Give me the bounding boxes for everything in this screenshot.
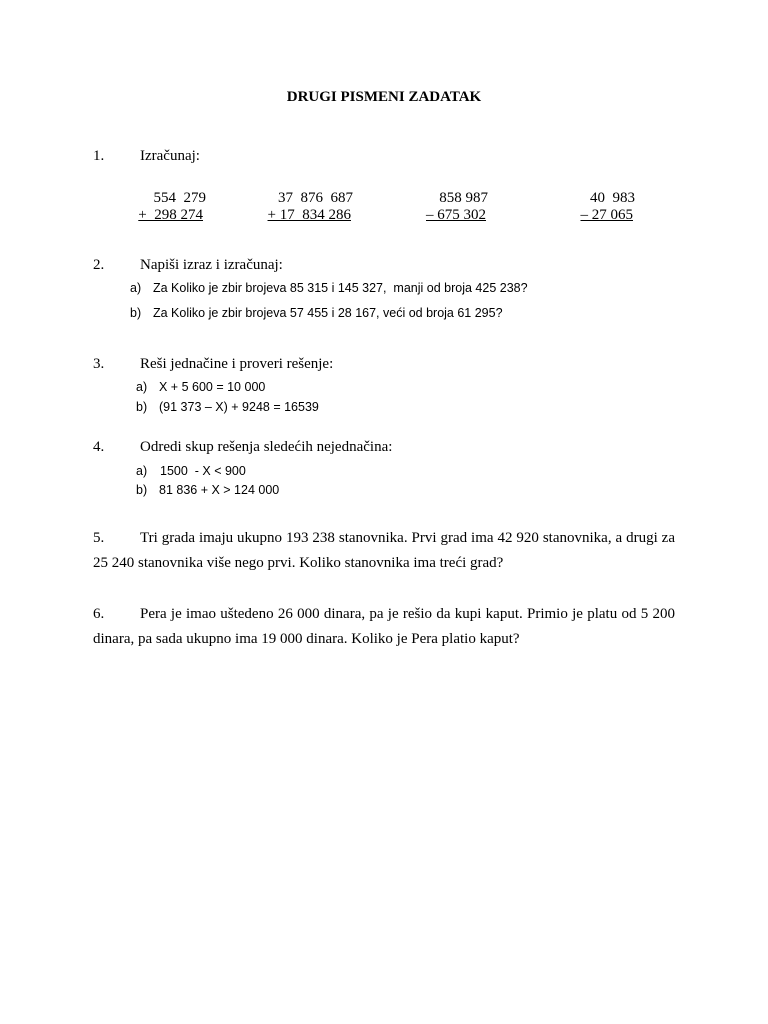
task-4-item-b-text: 81 836 + X > 124 000 [159, 483, 280, 497]
task-2-item-b-text: Za Koliko je zbir brojeva 57 455 i 28 167, veći od broja 61 295? [153, 306, 503, 320]
column-4-bottom-number: – 27 065 [580, 207, 633, 223]
task-3-item-b-text: (91 373 – X) + 9248 = 16539 [159, 400, 319, 414]
column-3-top-number: 858 987 [439, 190, 488, 206]
column-1-top-number: 554 279 [153, 190, 206, 206]
task-1-number: 1. [93, 148, 105, 164]
task-5-text: Tri grada imaju ukupno 193 238 stanovnika. Prvi grad ima 42 920 stanovnika, a drugi za 25 240 stanovnika više nego prvi. Koliko stanovnika ima treći grad? [93, 530, 675, 571]
task-2-item-a-marker: a) [130, 281, 142, 295]
task-3-heading: Reši jednačine i proveri rešenje: [140, 356, 334, 372]
task-5-paragraph [93, 526, 675, 576]
task-2-item-a-text: Za Koliko je zbir brojeva 85 315 i 145 327, manji od broja 425 238? [153, 281, 528, 295]
document-title: DRUGI PISMENI ZADATAK [286, 89, 482, 105]
task-4-item-b-marker: b) [136, 483, 148, 497]
task-2-number: 2. [93, 257, 105, 273]
task-6-number: 6. [93, 606, 105, 622]
task-4-heading: Odredi skup rešenja sledećih nejednačina: [140, 439, 393, 455]
column-3-bottom-number: – 675 302 [426, 207, 486, 223]
task-5-number: 5. [93, 530, 105, 546]
task-1-heading: Izračunaj: [140, 148, 200, 164]
task-3-item-a-text: X + 5 600 = 10 000 [159, 380, 266, 394]
task-2-item-b-marker: b) [130, 306, 142, 320]
column-2-top-number: 37 876 687 [278, 190, 353, 206]
task-3-item-a-marker: a) [136, 380, 148, 394]
task-2-heading: Napiši izraz i izračunaj: [140, 257, 283, 273]
column-2-bottom-number: + 17 834 286 [267, 207, 351, 223]
column-1-bottom-number: + 298 274 [138, 207, 203, 223]
task-3-item-b-marker: b) [136, 400, 148, 414]
task-3-number: 3. [93, 356, 105, 372]
task-6-paragraph [93, 602, 675, 652]
task-4-number: 4. [93, 439, 105, 455]
task-4-item-a-marker: a) [136, 464, 148, 478]
task-4-item-a-text: 1500 - X < 900 [160, 464, 246, 478]
column-4-top-number: 40 983 [590, 190, 635, 206]
task-6-text: Pera je imao uštedeno 26 000 dinara, pa je rešio da kupi kaput. Primio je platu od 5 200 dinara, pa sada ukupno ima 19 000 dinara. Koliko je Pera platio kaput? [93, 606, 675, 647]
